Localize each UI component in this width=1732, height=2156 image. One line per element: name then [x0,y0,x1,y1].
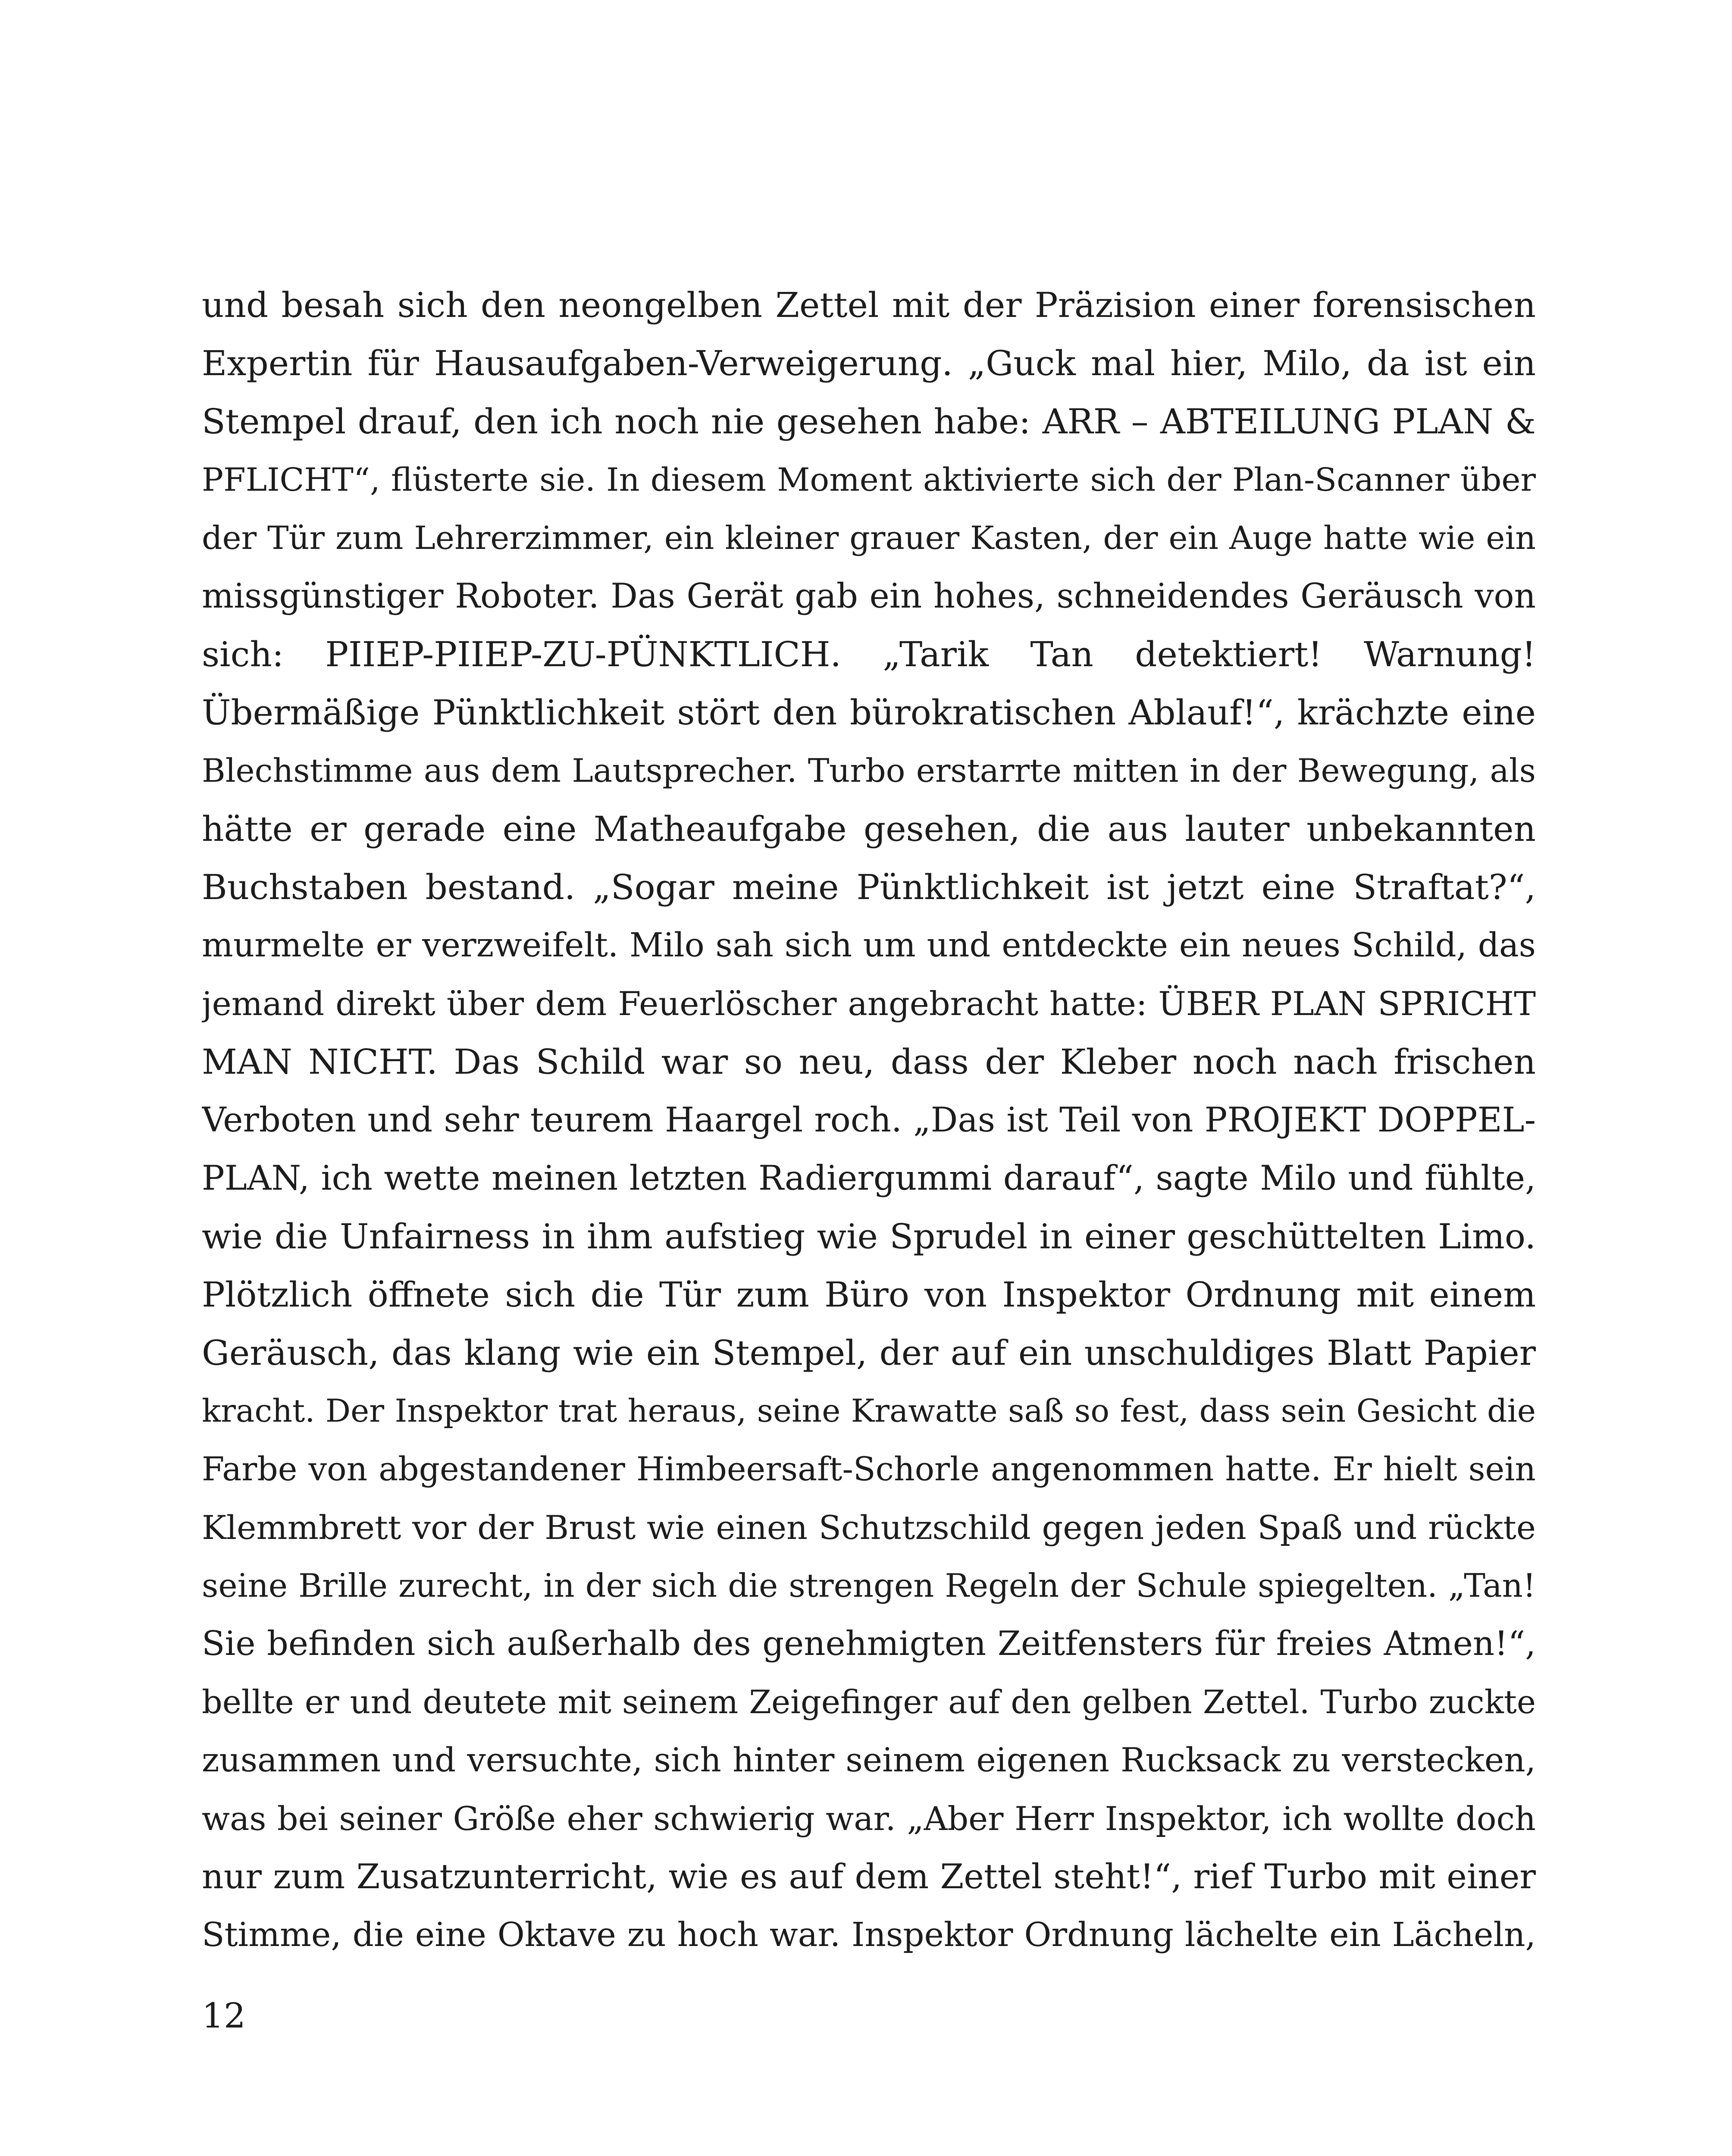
text-line: nur zum Zusatzunterricht, wie es auf dem Zettel steht!“, rief Turbo mit einer [202,1857,1536,1896]
text-line: Stimme, die eine Oktave zu hoch war. Inspektor Ordnung lächelte ein Lächeln, [202,1916,1536,1954]
text-line: PFLICHT“, flüsterte sie. In diesem Moment aktivierte sich der Plan-Scanner über [202,461,1536,498]
text-line: wie die Unfairness in ihm aufstieg wie Sprudel in einer geschüttelten Limo. [202,1216,1536,1257]
text-line: bellte er und deutete mit seinem Zeigefinger auf den gelben Zettel. Turbo zuckte [202,1683,1536,1721]
text-line: missgünstiger Roboter. Das Gerät gab ein hohes, schneidendes Geräusch von [202,577,1536,616]
text-line: und besah sich den neongelben Zettel mit der Präzision einer forensischen [202,285,1536,325]
text-line: Plötzlich öffnete sich die Tür zum Büro von Inspektor Ordnung mit einem [202,1275,1536,1315]
text-line: sich: PIIEP-PIIEP-ZU-PÜNKTLICH. „Tarik Tan detektiert! Warnung! [202,634,1536,674]
text-line: MAN NICHT. Das Schild war so neu, dass der Kleber noch nach frischen [202,1042,1536,1082]
text-line: zusammen und versuchte, sich hinter seinem eigenen Rucksack zu verstecken, [202,1741,1536,1780]
text-line: murmelte er verzweifelt. Milo sah sich um und entdeckte ein neues Schild, das [202,926,1536,965]
text-line: Übermäßige Pünktlichkeit stört den bürokratischen Ablauf!“, krächzte eine [202,693,1536,733]
text-line: hätte er gerade eine Matheaufgabe gesehen, die aus lauter unbekannten [202,809,1536,849]
text-line: Stempel drauf, den ich noch nie gesehen habe: ARR – ABTEILUNG PLAN & [202,401,1536,442]
text-line: Farbe von abgestandener Himbeersaft-Schorle angenommen hatte. Er hielt sein [202,1450,1536,1488]
text-line: der Tür zum Lehrerzimmer, ein kleiner grauer Kasten, der ein Auge hatte wie ein [202,519,1536,557]
text-line: kracht. Der Inspektor trat heraus, seine Krawatte saß so fest, dass sein Gesicht die [202,1393,1536,1429]
body-text [202,276,1536,1964]
page-number: 12 [202,1996,246,2036]
text-line: Blechstimme aus dem Lautsprecher. Turbo erstarrte mitten in der Bewegung, als [202,752,1536,790]
text-line: Verboten und sehr teurem Haargel roch. „Das ist Teil von PROJEKT DOPPEL- [202,1100,1536,1140]
text-line: Sie befinden sich außerhalb des genehmigten Zeitfensters für freies Atmen!“, [202,1624,1536,1663]
text-line: Expertin für Hausaufgaben-Verweigerung. „Guck mal hier, Milo, da ist ein [202,343,1536,383]
text-line: jemand direkt über dem Feuerlöscher angebracht hatte: ÜBER PLAN SPRICHT [202,984,1536,1023]
text-line: Buchstaben bestand. „Sogar meine Pünktlichkeit ist jetzt eine Straftat?“, [202,867,1536,907]
text-line: PLAN, ich wette meinen letzten Radiergummi darauf“, sagte Milo und fühlte, [202,1159,1536,1198]
text-line: seine Brille zurecht, in der sich die strengen Regeln der Schule spiegelten. „Tan! [202,1567,1536,1604]
text-line: Klemmbrett vor der Brust wie einen Schutzschild gegen jeden Spaß und rückte [202,1508,1536,1547]
text-line: Geräusch, das klang wie ein Stempel, der auf ein unschuldiges Blatt Papier [202,1333,1536,1373]
text-line: was bei seiner Größe eher schwierig war. „Aber Herr Inspektor, ich wollte doch [202,1799,1536,1838]
